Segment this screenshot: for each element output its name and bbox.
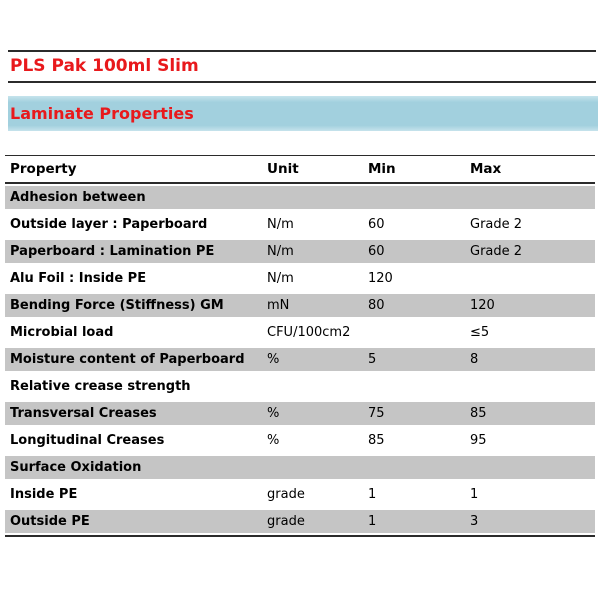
cell-unit: %	[267, 433, 280, 448]
cell-max: 120	[470, 298, 495, 313]
laminate-properties-table	[5, 155, 595, 537]
table-row	[5, 400, 595, 427]
cell-property: Transversal Creases	[10, 406, 157, 421]
cell-unit: N/m	[267, 244, 294, 259]
cell-unit: grade	[267, 487, 305, 502]
cell-property: Relative crease strength	[10, 379, 191, 394]
cell-min: 1	[368, 487, 377, 502]
cell-property: Adhesion between	[10, 190, 146, 205]
cell-max: ≤5	[470, 325, 490, 340]
cell-unit: mN	[267, 298, 290, 313]
table-row	[5, 238, 595, 265]
table-section-row	[5, 184, 595, 211]
table-section-row	[5, 373, 595, 400]
table-row	[5, 211, 595, 238]
cell-min: 60	[368, 217, 385, 232]
document-title-block	[8, 50, 596, 83]
table-row	[5, 508, 595, 535]
cell-unit: CFU/100cm2	[267, 325, 351, 340]
cell-property: Outside layer : Paperboard	[10, 217, 208, 232]
section-title: Laminate Properties	[10, 104, 194, 123]
column-header-unit: Unit	[267, 161, 299, 177]
cell-max: Grade 2	[470, 244, 523, 259]
cell-property: Bending Force (Stiffness) GM	[10, 298, 224, 313]
cell-property: Outside PE	[10, 514, 90, 529]
page-title: PLS Pak 100ml Slim	[10, 56, 199, 76]
cell-max: Grade 2	[470, 217, 523, 232]
cell-property: Surface Oxidation	[10, 460, 142, 475]
table-row	[5, 265, 595, 292]
cell-max: 95	[470, 433, 487, 448]
table-row	[5, 292, 595, 319]
table-header-row	[5, 155, 595, 184]
table-row	[5, 319, 595, 346]
cell-max: 8	[470, 352, 479, 367]
table-body	[5, 184, 595, 537]
cell-unit: N/m	[267, 271, 294, 286]
cell-min: 60	[368, 244, 385, 259]
cell-property: Longitudinal Creases	[10, 433, 165, 448]
cell-unit: %	[267, 406, 280, 421]
cell-max: 85	[470, 406, 487, 421]
cell-property: Microbial load	[10, 325, 114, 340]
cell-min: 80	[368, 298, 385, 313]
table-section-row	[5, 454, 595, 481]
cell-property: Inside PE	[10, 487, 78, 502]
cell-unit: N/m	[267, 217, 294, 232]
cell-unit: %	[267, 352, 280, 367]
cell-max: 3	[470, 514, 479, 529]
cell-property: Alu Foil : Inside PE	[10, 271, 147, 286]
column-header-property: Property	[10, 161, 77, 177]
cell-min: 120	[368, 271, 393, 286]
section-banner	[8, 96, 598, 131]
cell-min: 1	[368, 514, 377, 529]
cell-property: Paperboard : Lamination PE	[10, 244, 215, 259]
cell-min: 5	[368, 352, 377, 367]
cell-min: 85	[368, 433, 385, 448]
column-header-min: Min	[368, 161, 396, 177]
cell-max: 1	[470, 487, 479, 502]
cell-min: 75	[368, 406, 385, 421]
cell-unit: grade	[267, 514, 305, 529]
cell-property: Moisture content of Paperboard	[10, 352, 245, 367]
table-row	[5, 481, 595, 508]
table-row	[5, 346, 595, 373]
table-row	[5, 427, 595, 454]
column-header-max: Max	[470, 161, 502, 177]
